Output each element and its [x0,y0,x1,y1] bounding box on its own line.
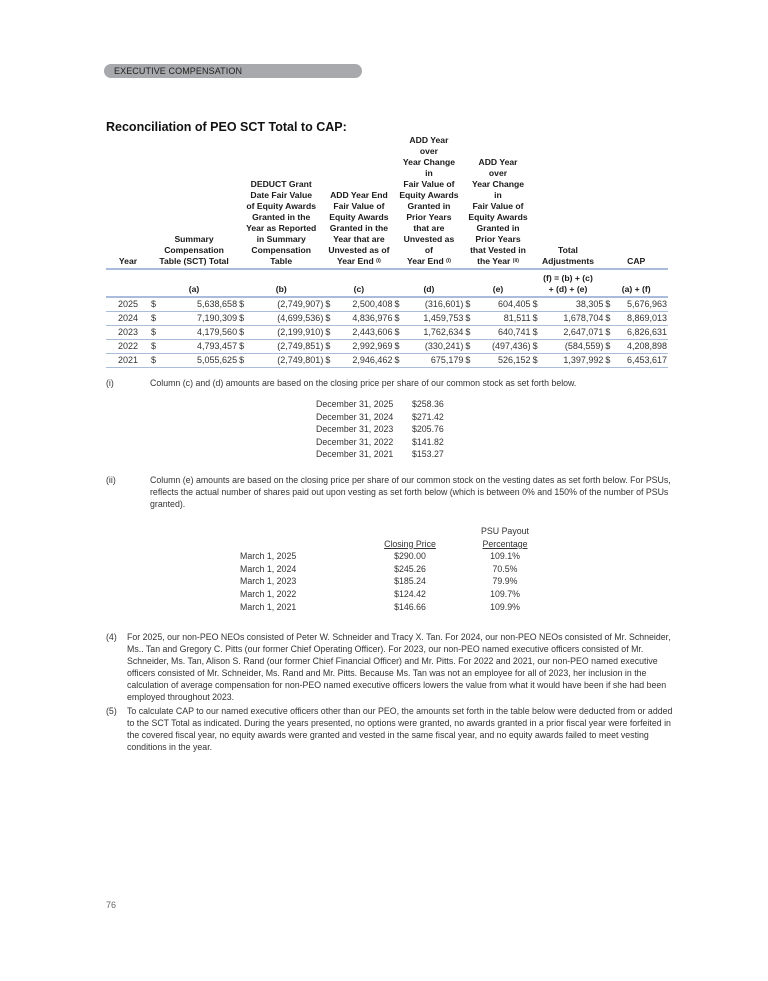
price-row [316,423,444,436]
price-value: $205.76 [412,424,444,435]
footnote-5 [106,705,676,755]
table-row [106,297,668,312]
col-header-a [150,135,238,269]
vesting-row [240,588,540,601]
header-line: over [419,146,439,156]
footnote-ref: (ii) [512,258,519,264]
cell-b: (2,199,910) [254,326,324,340]
table-header-row [106,135,668,269]
cell-year: 2024 [106,312,150,326]
subheader-e: (e) [464,269,531,297]
currency-symbol: $ [532,354,548,368]
table-row [106,340,668,354]
currency-symbol: $ [324,312,340,326]
currency-symbol: $ [604,326,620,340]
header-line: Summary [174,234,214,244]
payout-header-line2: Percentage [482,538,528,549]
vesting-row [240,563,540,576]
subheader-c: (c) [324,269,393,297]
col-header-b [238,135,324,269]
header-line: in Summary [256,234,306,244]
currency-symbol: $ [464,312,480,326]
cell-b: (2,749,851) [254,340,324,354]
col-header-f [532,135,605,269]
cell-f: 2,647,071 [548,326,605,340]
header-line: Table [270,256,293,266]
cell-e: 604,405 [480,297,531,312]
currency-symbol: $ [393,340,409,354]
cell-f: 1,397,992 [548,354,605,368]
closing-price: $124.42 [394,588,426,599]
subheader-a: (a) [150,269,238,297]
cell-a: 4,179,560 [166,326,238,340]
header-line: Fair Value of [333,201,385,211]
cell-b: (4,699,536) [254,312,324,326]
header-line: Granted in the [329,223,389,233]
price-row [316,398,444,411]
currency-symbol: $ [150,312,166,326]
header-line: Year as Reported [246,223,317,233]
cell-c: 2,443,606 [340,326,393,340]
header-line: Granted in the [252,212,311,222]
header-line: Granted in [476,223,520,233]
currency-symbol: $ [464,326,480,340]
reconciliation-table [106,135,668,368]
header-line: Equity Awards [399,190,459,200]
table-row [106,354,668,368]
header-line: of [424,245,433,255]
closing-price: $290.00 [394,551,426,562]
currency-symbol: $ [604,297,620,312]
price-value: $271.42 [412,411,444,422]
header-line: Year Change [471,179,525,189]
psu-payout: 70.5% [492,563,518,574]
vesting-date: March 1, 2022 [240,588,297,599]
header-line: ADD Year [409,135,449,145]
cell-a: 5,055,625 [166,354,238,368]
footnote-ref: (i) [446,258,451,264]
vesting-row [240,575,540,588]
col-header-c [324,135,393,269]
header-line: that are [413,223,445,233]
header-line: Adjustments [541,256,595,266]
currency-symbol: $ [150,297,166,312]
header-line: Unvested as of [328,245,390,255]
header-line: Prior Years [475,234,521,244]
currency-symbol: $ [532,340,548,354]
cell-b: (2,749,801) [254,354,324,368]
cell-e: 81,511 [480,312,531,326]
currency-symbol: $ [464,340,480,354]
cell-a: 7,190,309 [166,312,238,326]
header-line: Compensation [251,245,312,255]
header-line: Total [558,245,578,255]
currency-symbol: $ [238,312,254,326]
cell-d: 1,762,634 [409,326,464,340]
header-line: Year End [336,256,374,266]
footnote-i [106,377,666,391]
currency-symbol: $ [532,326,548,340]
header-line: in [494,190,502,200]
closing-price: $185.24 [394,576,426,587]
header-line: that Vested in [470,245,526,255]
price-date: December 31, 2022 [316,436,394,447]
header-line: Compensation [164,245,224,255]
vesting-date: March 1, 2025 [240,551,297,562]
header-line: DEDUCT Grant [250,179,312,189]
header-line: Table (SCT) Total [159,256,229,266]
subheader-d: (d) [393,269,464,297]
cell-c: 2,992,969 [340,340,393,354]
price-value: $141.82 [412,436,444,447]
subheader-b: (b) [238,269,324,297]
cell-cap: 4,208,898 [620,340,668,354]
footnote-4 [106,631,676,703]
currency-symbol: $ [150,326,166,340]
header-line: Fair Value of [472,201,524,211]
section-banner: EXECUTIVE COMPENSATION [104,64,362,78]
psu-payout: 109.9% [490,601,520,612]
cell-cap: 8,869,013 [620,312,668,326]
table-row [106,312,668,326]
currency-symbol: $ [393,297,409,312]
header-line: Year Change [402,157,455,167]
footnote-5-text: To calculate CAP to our named executive officers other than our PEO, the amounts set forth in the table below were deducted from or added to the SCT Total as indicated. During the years presented, no options were granted, no awards granted in a prior fiscal year were forfeited in the covered fiscal year, no equity awards were granted and vested in the same fiscal year, and no equity awards failed to meet vesting conditions in the year. [127,706,673,752]
header-line: Unvested as [403,234,455,244]
currency-symbol: $ [324,340,340,354]
header-line: Year that are [333,234,385,244]
currency-symbol: $ [324,354,340,368]
currency-symbol: $ [238,297,254,312]
cell-d: 1,459,753 [409,312,464,326]
vesting-row [240,601,540,614]
header-line: ADD Year [478,157,518,167]
col-header-d [393,135,464,269]
header-line: Equity Awards [468,212,528,222]
price-value: $153.27 [412,449,444,460]
closing-price: $146.66 [394,601,426,612]
cell-year: 2025 [106,297,150,312]
cell-d: (316,601) [409,297,464,312]
table-subheader-row [106,269,668,297]
currency-symbol: $ [238,326,254,340]
cell-c: 2,500,408 [340,297,393,312]
cell-year: 2022 [106,340,150,354]
subheader-f-line1: (f) = (b) + (c) [543,273,593,283]
currency-symbol: $ [393,354,409,368]
currency-symbol: $ [324,326,340,340]
cell-cap: 6,826,631 [620,326,668,340]
page-number: 76 [106,900,117,910]
currency-symbol: $ [150,340,166,354]
currency-symbol: $ [393,312,409,326]
cell-f: 38,305 [548,297,605,312]
header-line: ADD Year End [330,190,388,200]
vesting-date: March 1, 2021 [240,601,297,612]
currency-symbol: $ [604,312,620,326]
currency-symbol: $ [604,340,620,354]
header-line: Equity Awards [329,212,389,222]
header-line: Date Fair Value [250,190,313,200]
cell-f: (584,559) [548,340,605,354]
vesting-price-table [240,525,540,613]
col-header-e [464,135,531,269]
vesting-row [240,550,540,563]
cell-a: 4,793,457 [166,340,238,354]
col-header-cap: CAP [604,135,668,269]
price-date: December 31, 2025 [316,399,394,409]
price-date: December 31, 2021 [316,449,394,460]
cell-c: 4,836,976 [340,312,393,326]
cell-year: 2021 [106,354,150,368]
footnote-5-marker: (5) [106,706,117,716]
cell-d: (330,241) [409,340,464,354]
header-line: of Equity Awards [246,201,317,211]
year-end-price-table [316,398,444,461]
header-line: Prior Years [406,212,452,222]
price-row [316,411,444,424]
psu-payout: 109.1% [490,551,520,562]
table-row [106,326,668,340]
currency-symbol: $ [238,340,254,354]
price-date: December 31, 2023 [316,424,394,435]
vesting-date: March 1, 2023 [240,576,297,587]
header-line: over [488,168,508,178]
cell-b: (2,749,907) [254,297,324,312]
footnote-4-marker: (4) [106,632,117,642]
currency-symbol: $ [238,354,254,368]
currency-symbol: $ [532,297,548,312]
cell-d: 675,179 [409,354,464,368]
closing-price-header: Closing Price [384,538,436,549]
col-header-year: Year [106,135,150,269]
page-title: Reconciliation of PEO SCT Total to CAP: [106,120,347,134]
header-line: Granted in [407,201,451,211]
currency-symbol: $ [532,312,548,326]
price-date: December 31, 2024 [316,411,394,422]
subheader-cap: (a) + (f) [604,269,668,297]
cell-a: 5,638,658 [166,297,238,312]
currency-symbol: $ [393,326,409,340]
price-row [316,436,444,449]
cell-e: 640,741 [480,326,531,340]
footnote-ii-marker: (ii) [106,475,116,485]
vesting-date: March 1, 2024 [240,563,297,574]
currency-symbol: $ [464,297,480,312]
cell-c: 2,946,462 [340,354,393,368]
cell-cap: 5,676,963 [620,297,668,312]
header-line: in [425,168,433,178]
subheader-f-line2: + (d) + (e) [548,284,588,294]
psu-payout: 79.9% [492,576,518,587]
footnote-4-text: For 2025, our non-PEO NEOs consisted of Peter W. Schneider and Tracy X. Tan. For 2024, our non-PEO NEOs consisted of Mr. Schneider, Ms.. Tan and Gregory C. Pitts (our former Chief Operating Officer). For 2023, our non-PEO named executive officers consisted of Mr. Schneider, Ms. Tan, Alison S. Rand (our former Chief Financial Officer) and Mr. Pitts. For 2022 and 2021, our non-PEO named executive officers consisted of Mr. Schneider, Ms. Rand and Mr. Pitts. Because Ms. Tan was not an employee for all of 2023, her inclusion in the calculation of average compensation for non-PEO named executive officers lowers the value from what it would have been if she had been employed throughout 2023. [127,632,671,702]
cell-year: 2023 [106,326,150,340]
payout-header-line1: PSU Payout [481,526,529,536]
header-line: Year End [406,256,444,266]
footnote-ii [106,474,676,514]
price-value: $258.36 [412,399,444,409]
currency-symbol: $ [604,354,620,368]
currency-symbol: $ [324,297,340,312]
currency-symbol: $ [150,354,166,368]
cell-e: 526,152 [480,354,531,368]
closing-price: $245.26 [394,563,426,574]
header-line: Fair Value of [403,179,455,189]
footnote-ref: (i) [376,258,381,264]
header-line: the Year [477,256,511,266]
price-row [316,448,444,461]
cell-e: (497,436) [480,340,531,354]
cell-cap: 6,453,617 [620,354,668,368]
currency-symbol: $ [464,354,480,368]
footnote-i-marker: (i) [106,378,114,388]
cell-f: 1,678,704 [548,312,605,326]
psu-payout: 109.7% [490,588,520,599]
footnote-i-text: Column (c) and (d) amounts are based on the closing price per share of our common stock as set forth below. [150,378,577,388]
subheader-f [532,269,605,297]
footnote-ii-text: Column (e) amounts are based on the closing price per share of our common stock on the vesting dates as set forth below. For PSUs, reflects the actual number of shares paid out upon vesting as set forth below (which is between 0% and 150% of the number of PSUs granted). [150,475,671,509]
